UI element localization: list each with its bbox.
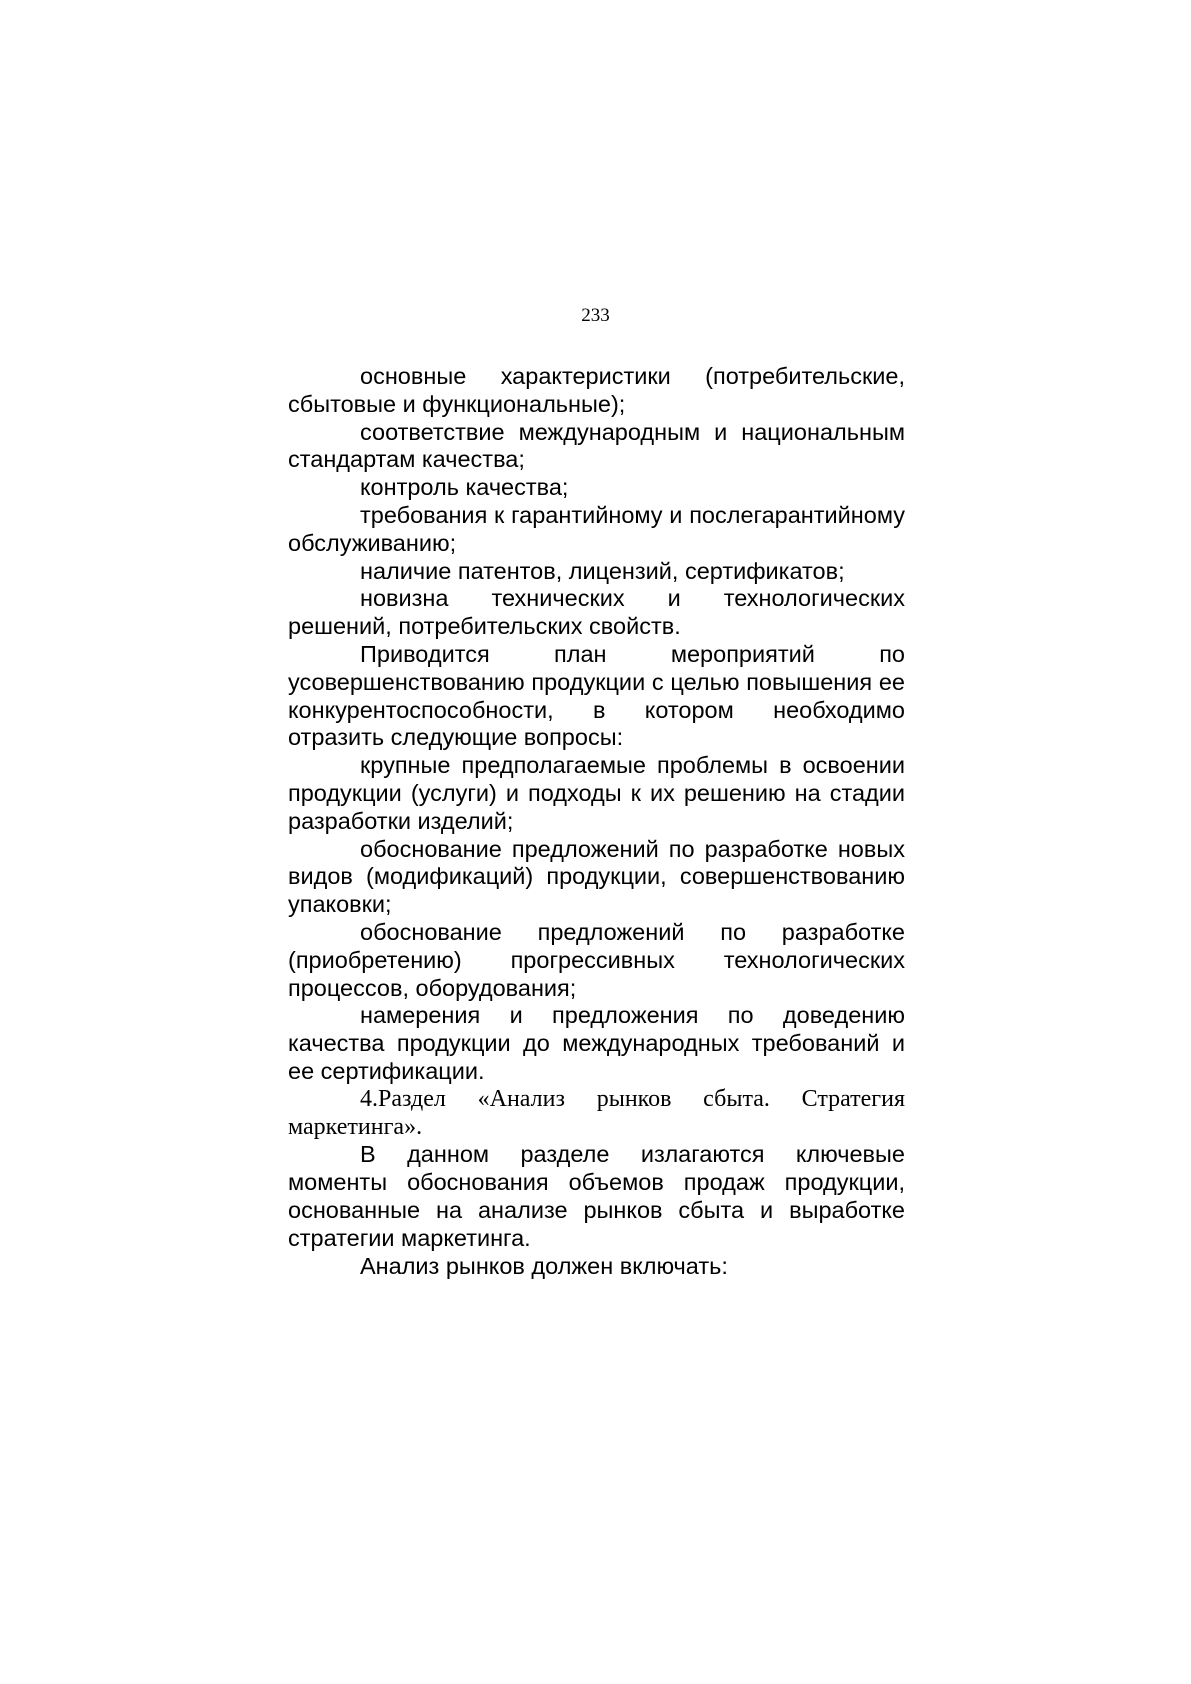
paragraph-9: обоснование предложений по разработке новых видов (модификаций) продукции, совершенствованию упаковки; xyxy=(288,835,905,918)
paragraph-1: основные характеристики (потребительские, сбытовые и функциональные); xyxy=(288,363,905,417)
paragraph-7: Приводится план мероприятий по усовершенствованию продукции с целью повышения ее конкурентоспособности, в котором необходимо отразить следующие вопросы: xyxy=(288,640,905,751)
paragraph-3: контроль качества; xyxy=(360,474,569,501)
paragraph-2: соответствие международным и национальным стандартам качества; xyxy=(288,418,905,473)
paragraph-14: Анализ рынков должен включать: xyxy=(360,1252,728,1279)
paragraph-8: крупные предполагаемые проблемы в освоении продукции (услуги) и подходы к их решению на стадии разработки изделий; xyxy=(288,752,905,834)
section-heading: 4.Раздел «Анализ рынков сбыта. Стратегия маркетинга». xyxy=(288,1085,905,1140)
paragraph-10: обоснование предложений по разработке (приобретению) прогрессивных технологических процессов, оборудования; xyxy=(288,918,905,1001)
page-number: 233 xyxy=(581,305,610,326)
paragraph-11: намерения и предложения по доведению качества продукции до международных требований и ее сертификации. xyxy=(288,1002,905,1084)
paragraph-6: новизна технических и технологических решений, потребительских свойств. xyxy=(288,585,905,640)
paragraph-5: наличие патентов, лицензий, сертификатов; xyxy=(360,557,845,584)
body-text xyxy=(288,363,905,1280)
paragraph-4: требования к гарантийному и послегарантийному обслуживанию; xyxy=(288,501,905,556)
paragraph-13: В данном разделе излагаются ключевые моменты обоснования объемов продаж продукции, основанные на анализе рынков сбыта и выработке стратегии маркетинга. xyxy=(288,1141,905,1251)
